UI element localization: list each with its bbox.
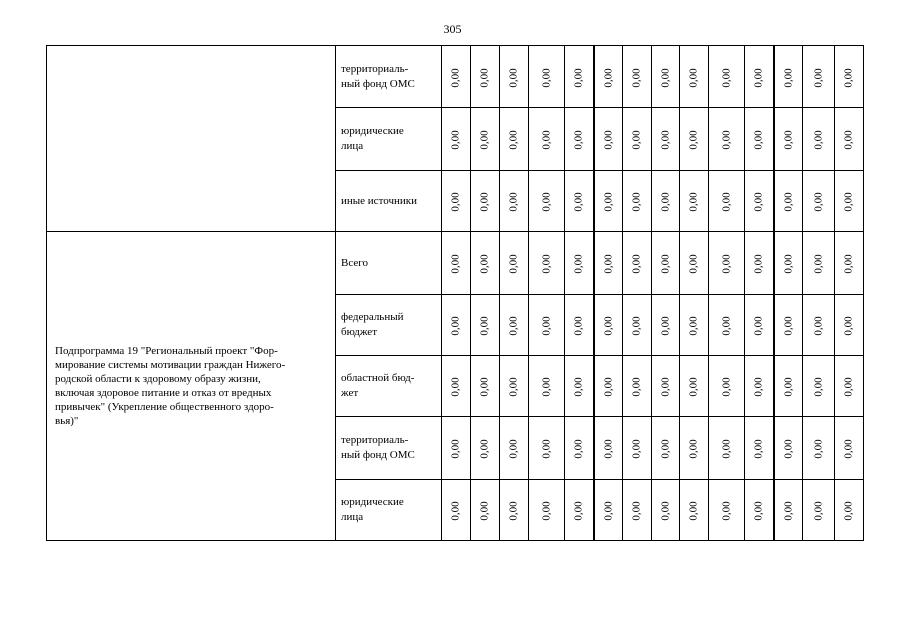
value-cell [835,232,864,295]
value-cell [471,171,500,232]
value-cell [709,232,745,295]
value-text: 0,00 [843,192,855,212]
value-text: 0,00 [752,254,765,274]
value-text: 0,00 [843,67,855,88]
value-cell [774,232,803,295]
page-number: 305 [443,22,462,36]
value-text: 0,00 [450,316,462,336]
value-cell [529,171,565,232]
value-text: 0,00 [688,192,700,212]
value-text: 0,00 [508,254,520,274]
funding-source-cell: юридические лица [336,108,442,171]
value-cell [565,356,594,417]
value-text: 0,00 [782,192,795,212]
value-cell [835,108,864,171]
value-cell [500,171,529,232]
value-cell [835,417,864,480]
funding-source-cell: Всего [336,232,442,295]
value-text: 0,00 [450,501,462,521]
value-cell [565,417,594,480]
value-text: 0,00 [572,316,585,336]
value-text: 0,00 [659,67,672,88]
value-cell [709,417,745,480]
value-text: 0,00 [479,254,491,274]
value-text: 0,00 [812,67,825,88]
value-cell [680,232,709,295]
funding-source-cell: федеральный бюджет [336,295,442,356]
value-text: 0,00 [720,67,733,88]
value-text: 0,00 [572,130,585,150]
value-cell [594,232,623,295]
value-text: 0,00 [843,501,855,521]
value-cell [745,171,774,232]
value-cell [594,108,623,171]
value-cell [500,295,529,356]
value-text: 0,00 [812,377,825,397]
value-text: 0,00 [602,439,615,459]
value-cell [565,108,594,171]
value-text: 0,00 [659,254,672,274]
value-text: 0,00 [602,501,615,521]
value-cell [471,46,500,108]
value-text: 0,00 [450,254,462,274]
value-cell [623,108,652,171]
value-text: 0,00 [688,501,700,521]
value-text: 0,00 [688,439,700,459]
value-cell [565,295,594,356]
value-cell [594,295,623,356]
value-text: 0,00 [572,192,585,212]
value-text: 0,00 [450,192,462,212]
value-cell [565,232,594,295]
value-cell [652,232,680,295]
value-text: 0,00 [479,439,491,459]
value-cell [623,46,652,108]
value-cell [680,108,709,171]
value-cell [745,108,774,171]
value-text: 0,00 [572,377,585,397]
value-text: 0,00 [688,254,700,274]
value-cell [803,356,835,417]
value-text: 0,00 [479,377,491,397]
value-text: 0,00 [843,377,855,397]
value-cell [471,295,500,356]
value-cell [803,480,835,541]
value-text: 0,00 [450,377,462,397]
value-cell [529,417,565,480]
value-cell [594,171,623,232]
value-cell [835,295,864,356]
value-text: 0,00 [782,254,795,274]
value-text: 0,00 [688,377,700,397]
value-text: 0,00 [812,192,825,212]
value-text: 0,00 [812,439,825,459]
funding-source-cell: территориаль- ный фонд ОМС [336,46,442,108]
value-cell [745,46,774,108]
value-text: 0,00 [479,130,491,150]
value-text: 0,00 [540,67,553,88]
value-text: 0,00 [659,439,672,459]
value-cell [471,480,500,541]
value-text: 0,00 [782,130,795,150]
value-cell [471,417,500,480]
value-cell [774,417,803,480]
value-cell [745,417,774,480]
value-text: 0,00 [450,439,462,459]
value-text: 0,00 [602,192,615,212]
value-text: 0,00 [843,316,855,336]
value-text: 0,00 [572,501,585,521]
value-text: 0,00 [752,316,765,336]
value-text: 0,00 [540,501,553,521]
value-cell [835,46,864,108]
value-text: 0,00 [479,316,491,336]
program-name-cell [47,46,336,232]
value-text: 0,00 [812,501,825,521]
value-text: 0,00 [688,67,700,88]
value-text: 0,00 [631,316,643,336]
value-text: 0,00 [540,130,553,150]
value-cell [680,295,709,356]
value-cell [529,108,565,171]
value-cell [594,480,623,541]
value-text: 0,00 [843,254,855,274]
value-cell [471,356,500,417]
value-text: 0,00 [752,377,765,397]
value-text: 0,00 [752,192,765,212]
value-cell [652,108,680,171]
value-text: 0,00 [508,192,520,212]
value-text: 0,00 [631,130,643,150]
value-cell [500,356,529,417]
value-cell [652,171,680,232]
value-text: 0,00 [479,501,491,521]
value-cell [500,108,529,171]
value-text: 0,00 [631,439,643,459]
value-cell [835,171,864,232]
value-text: 0,00 [602,130,615,150]
value-cell [442,46,471,108]
value-text: 0,00 [782,67,795,88]
value-text: 0,00 [508,377,520,397]
value-cell [745,295,774,356]
value-text: 0,00 [631,377,643,397]
value-text: 0,00 [659,501,672,521]
value-text: 0,00 [540,439,553,459]
value-text: 0,00 [812,316,825,336]
value-text: 0,00 [479,192,491,212]
value-cell [500,46,529,108]
value-text: 0,00 [540,192,553,212]
value-cell [500,417,529,480]
value-text: 0,00 [752,130,765,150]
value-cell [774,46,803,108]
value-cell [803,46,835,108]
value-cell [680,480,709,541]
value-text: 0,00 [720,377,733,397]
value-cell [709,46,745,108]
value-text: 0,00 [720,501,733,521]
value-text: 0,00 [508,130,520,150]
value-cell [709,108,745,171]
value-cell [500,232,529,295]
value-cell [529,480,565,541]
value-cell [565,171,594,232]
value-cell [803,232,835,295]
value-cell [774,356,803,417]
value-text: 0,00 [752,501,765,521]
value-text: 0,00 [720,439,733,459]
value-cell [835,480,864,541]
value-text: 0,00 [782,377,795,397]
value-text: 0,00 [659,316,672,336]
value-cell [745,356,774,417]
value-cell [652,417,680,480]
value-cell [529,46,565,108]
value-text: 0,00 [479,67,491,88]
value-cell [623,356,652,417]
value-cell [835,356,864,417]
value-text: 0,00 [659,377,672,397]
value-cell [442,295,471,356]
value-text: 0,00 [508,501,520,521]
value-cell [652,480,680,541]
value-text: 0,00 [450,130,462,150]
value-text: 0,00 [572,439,585,459]
value-cell [529,356,565,417]
value-text: 0,00 [631,501,643,521]
value-cell [594,356,623,417]
value-cell [803,417,835,480]
value-text: 0,00 [720,130,733,150]
value-cell [500,480,529,541]
value-text: 0,00 [631,254,643,274]
value-cell [442,417,471,480]
value-cell [442,480,471,541]
value-text: 0,00 [540,316,553,336]
funding-source-cell: территориаль- ный фонд ОМС [336,417,442,480]
value-cell [680,46,709,108]
value-cell [529,232,565,295]
value-text: 0,00 [688,316,700,336]
value-cell [594,46,623,108]
value-text: 0,00 [812,254,825,274]
value-cell [623,480,652,541]
value-cell [652,46,680,108]
value-text: 0,00 [812,130,825,150]
value-cell [709,480,745,541]
value-cell [652,295,680,356]
value-text: 0,00 [631,67,643,88]
value-cell [529,295,565,356]
value-cell [680,417,709,480]
value-text: 0,00 [782,501,795,521]
value-text: 0,00 [752,67,765,88]
value-text: 0,00 [782,316,795,336]
value-cell [803,295,835,356]
value-cell [442,171,471,232]
value-text: 0,00 [602,67,615,88]
value-text: 0,00 [843,439,855,459]
value-cell [774,295,803,356]
value-cell [623,417,652,480]
value-cell [623,171,652,232]
table-row [47,46,864,108]
value-text: 0,00 [508,439,520,459]
value-text: 0,00 [720,316,733,336]
value-cell [594,417,623,480]
funding-source-cell: областной бюд- жет [336,356,442,417]
value-cell [471,232,500,295]
value-text: 0,00 [602,316,615,336]
value-text: 0,00 [752,439,765,459]
value-text: 0,00 [602,254,615,274]
value-cell [471,108,500,171]
value-cell [774,171,803,232]
value-text: 0,00 [572,254,585,274]
value-cell [442,356,471,417]
value-text: 0,00 [720,192,733,212]
value-text: 0,00 [782,439,795,459]
value-cell [652,356,680,417]
table-row [47,232,864,295]
value-cell [623,295,652,356]
value-text: 0,00 [631,192,643,212]
funding-source-cell: юридические лица [336,480,442,541]
value-cell [442,232,471,295]
value-text: 0,00 [508,67,520,88]
value-text: 0,00 [540,377,553,397]
program-name-cell: Подпрограмма 19 "Региональный проект "Фор- мирование системы мотивации граждан Нижего- родской области к здоровому образу жизни, включая здоровое питание и отказ от вредных привычек" (Укрепление общественного здоро- вья)" [47,232,336,541]
value-text: 0,00 [659,192,672,212]
value-cell [803,171,835,232]
value-text: 0,00 [843,130,855,150]
value-text: 0,00 [572,67,585,88]
value-text: 0,00 [720,254,733,274]
value-text: 0,00 [659,130,672,150]
value-text: 0,00 [450,67,462,88]
value-text: 0,00 [688,130,700,150]
value-cell [442,108,471,171]
funding-source-cell: иные источники [336,171,442,232]
value-cell [680,171,709,232]
value-cell [745,232,774,295]
budget-table [46,45,864,541]
value-cell [745,480,774,541]
value-cell [774,480,803,541]
value-cell [623,232,652,295]
value-cell [709,171,745,232]
value-cell [709,356,745,417]
value-cell [709,295,745,356]
value-cell [565,480,594,541]
value-cell [774,108,803,171]
value-cell [565,46,594,108]
value-text: 0,00 [540,254,553,274]
value-text: 0,00 [602,377,615,397]
value-text: 0,00 [508,316,520,336]
value-cell [803,108,835,171]
value-cell [680,356,709,417]
